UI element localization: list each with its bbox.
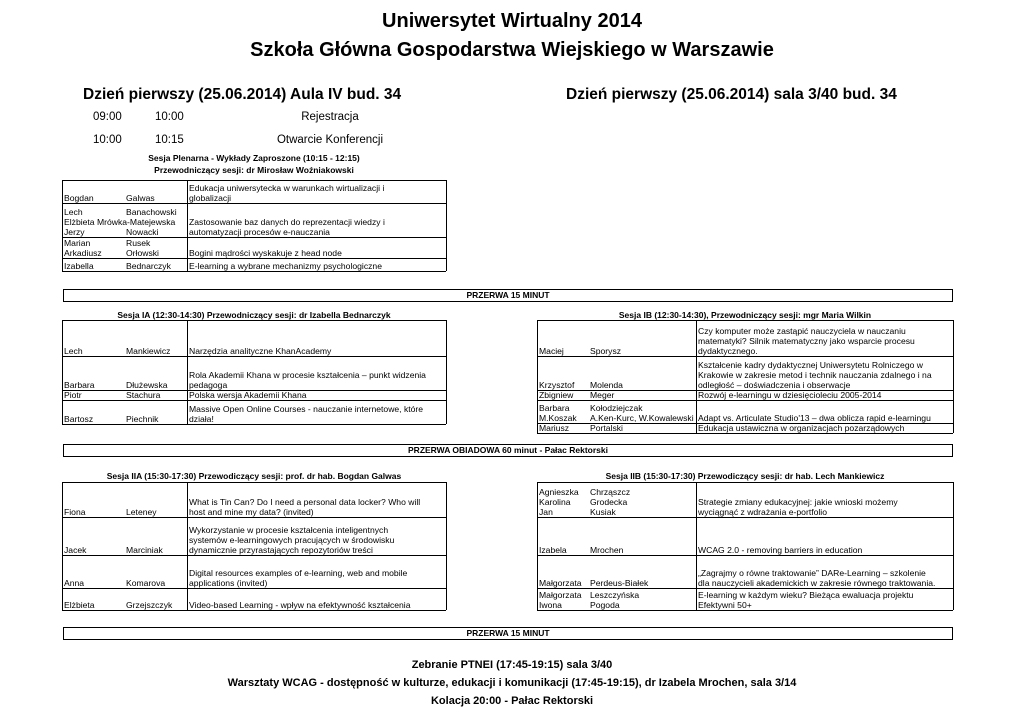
table-row-divider	[537, 610, 953, 611]
table-row-divider	[62, 203, 446, 204]
speaker-first-name: Jacek	[64, 545, 87, 555]
table-row-divider	[537, 356, 953, 357]
table-border	[953, 320, 954, 433]
speaker-last-name: Mrochen	[590, 545, 624, 555]
speaker-last-name: Kołodziejczak	[590, 403, 643, 413]
table-column-divider	[696, 320, 697, 433]
page-title: Uniwersytet Wirtualny 2014	[382, 10, 642, 32]
table-column-divider	[187, 482, 188, 610]
speaker-first-name: Karolina	[539, 497, 571, 507]
table-row-divider	[62, 400, 446, 401]
talk-title: odległość – doświadczenia i obserwacje	[698, 380, 851, 390]
talk-title: Czy komputer może zastąpić nauczyciela w nauczaniu	[698, 326, 906, 336]
table-border	[446, 482, 447, 610]
speaker-first-name: Mariusz	[539, 423, 570, 433]
speaker-last-name: Perdeus-Białek	[590, 578, 649, 588]
schedule-start: 09:00	[93, 111, 122, 123]
talk-title: dydaktycznego.	[698, 346, 758, 356]
talk-title: Bogini mądrości wyskakuje z head node	[189, 248, 342, 258]
speaker-first-name: Fiona	[64, 507, 86, 517]
speaker-first-name: Elżbieta	[64, 600, 95, 610]
talk-title: What is Tin Can? Do I need a personal data locker? Who will	[189, 497, 421, 507]
table-border	[537, 482, 538, 610]
table-row-divider	[537, 588, 953, 589]
speaker-first-name: Krzysztof	[539, 380, 575, 390]
lunch-break-bar: PRZERWA OBIADOWA 60 minut - Pałac Rektorski	[63, 444, 953, 457]
talk-title: pedagoga	[189, 380, 228, 390]
speaker-last-name: Nowacki	[126, 227, 159, 237]
table-border	[537, 320, 538, 433]
talk-title: dla nauczycieli akademickich w zakresie równego traktowania.	[698, 578, 936, 588]
session-iib-title: Sesja IIB (15:30-17:30) Przewodiczący sesji: dr hab. Lech Mankiewicz	[605, 471, 885, 481]
talk-title: działa!	[189, 414, 214, 424]
speaker-first-name: Jan	[539, 507, 553, 517]
session-iia-title: Sesja IIA (15:30-17:30) Przewodiczący sesji: prof. dr hab. Bogdan Galwas	[106, 471, 402, 481]
table-row-divider	[62, 258, 446, 259]
break-bar: PRZERWA 15 MINUT	[63, 289, 953, 302]
schedule-event: Otwarcie Konferencji	[276, 134, 384, 146]
table-border	[537, 482, 953, 483]
speaker-first-name: Małgorzata	[539, 590, 582, 600]
speaker-first-name: Jerzy	[64, 227, 85, 237]
table-border	[62, 180, 446, 181]
speaker-last-name: Banachowski	[126, 207, 177, 217]
speaker-first-name: M.Koszak	[539, 413, 577, 423]
table-row-divider	[537, 555, 953, 556]
talk-title: Edukacja uniwersytecka w warunkach wirtualizacji i	[189, 183, 385, 193]
table-border	[62, 482, 63, 610]
talk-title: E-learning w każdym wieku? Bieżąca ewaluacja projektu	[698, 590, 914, 600]
speaker-last-name: Galwas	[126, 193, 155, 203]
table-border	[62, 320, 63, 424]
speaker-last-name: Meger	[590, 390, 615, 400]
speaker-last-name: Sporysz	[590, 346, 622, 356]
table-border	[62, 320, 446, 321]
talk-title: Rola Akademii Khana w procesie kształcenia – punkt widzenia	[189, 370, 426, 380]
table-border	[537, 320, 953, 321]
speaker-first-name: Maciej	[539, 346, 564, 356]
talk-title: globalizacji	[189, 193, 232, 203]
speaker-first-name: Barbara	[539, 403, 570, 413]
speaker-last-name: Dłużewska	[126, 380, 168, 390]
speaker-first-name: Elżbieta Mrówka-Matejewska	[64, 217, 176, 227]
footer-meeting: Zebranie PTNEI (17:45-19:15) sala 3/40	[411, 659, 613, 671]
speaker-last-name: Portalski	[590, 423, 623, 433]
table-row-divider	[537, 433, 953, 434]
talk-title: „Zagrajmy o równe traktowanie” DARe-Learning – szkolenie	[698, 568, 926, 578]
speaker-first-name: Zbigniew	[539, 390, 574, 400]
break-bar: PRZERWA 15 MINUT	[63, 627, 953, 640]
speaker-last-name: Leszczyńska	[590, 590, 640, 600]
talk-title: applications (invited)	[189, 578, 268, 588]
table-row-divider	[62, 517, 446, 518]
speaker-last-name: Grzejszczyk	[126, 600, 173, 610]
speaker-last-name: Chrząszcz	[590, 487, 631, 497]
table-column-divider	[187, 320, 188, 424]
table-row-divider	[62, 555, 446, 556]
speaker-first-name: Anna	[64, 578, 85, 588]
table-border	[446, 320, 447, 424]
speaker-last-name: Mankiewicz	[126, 346, 171, 356]
table-column-divider	[696, 482, 697, 610]
session-ib-title: Sesja IB (12:30-14:30), Przewodniczący sesji: mgr Maria Wilkin	[618, 310, 872, 320]
speaker-last-name: Stachura	[126, 390, 161, 400]
talk-title: Massive Open Online Courses - nauczanie internetowe, które	[189, 404, 424, 414]
talk-title: automatyzacji procesów e-nauczania	[189, 227, 330, 237]
talk-title: Adapt vs. Articulate Studio'13 – dwa oblicza rapid e-learningu	[698, 413, 931, 423]
table-row-divider	[537, 400, 953, 401]
plenary-session-title: Sesja Plenarna - Wykłady Zaproszone (10:15 - 12:15)	[148, 153, 360, 163]
right-day-heading: Dzień pierwszy (25.06.2014) sala 3/40 bud. 34	[566, 86, 897, 103]
talk-title: Video-based Learning - wpływ na efektywność kształcenia	[189, 600, 411, 610]
speaker-last-name: Komarova	[126, 578, 166, 588]
table-border	[446, 180, 447, 271]
speaker-first-name: Barbara	[64, 380, 95, 390]
speaker-first-name: Lech	[64, 207, 83, 217]
speaker-last-name: Orłowski	[126, 248, 159, 258]
speaker-last-name: Molenda	[590, 380, 623, 390]
talk-title: Krakowie w zakresie metod i technik nauczania zdalnego i na	[698, 370, 932, 380]
talk-title: Efektywni 50+	[698, 600, 752, 610]
talk-title: Edukacja ustawiczna w organizacjach pozarządowych	[698, 423, 905, 433]
talk-title: Wykorzystanie w procesie kształcenia inteligentnych	[189, 525, 389, 535]
page-subtitle: Szkoła Główna Gospodarstwa Wiejskiego w Warszawie	[250, 39, 774, 61]
speaker-first-name: Izabella	[64, 261, 94, 271]
speaker-first-name: Marian	[64, 238, 91, 248]
talk-title: Rozwój e-learningu w dziesięcioleciu 2005-2014	[698, 390, 882, 400]
table-row-divider	[62, 424, 446, 425]
table-row-divider	[62, 610, 446, 611]
talk-title: matematyki? Silnik matematyczny jako wsparcie procesu	[698, 336, 915, 346]
table-border	[62, 482, 446, 483]
talk-title: Polska wersja Akademii Khana	[189, 390, 307, 400]
schedule-end: 10:15	[155, 134, 184, 146]
talk-title: wyciągnąć z wdrażania e-portfolio	[698, 507, 827, 517]
speaker-first-name: Piotr	[64, 390, 82, 400]
talk-title: Kształcenie kadry dydaktycznej Uniwersytetu Rolniczego w	[698, 360, 923, 370]
schedule-start: 10:00	[93, 134, 122, 146]
session-ia-title: Sesja IA (12:30-14:30) Przewodniczący sesji: dr Izabella Bednarczyk	[117, 310, 391, 320]
plenary-session-chair: Przewodniczący sesji: dr Mirosław Woźniakowski	[154, 165, 354, 175]
speaker-first-name: Bogdan	[64, 193, 94, 203]
speaker-first-name: Lech	[64, 346, 83, 356]
speaker-last-name: Rusek	[126, 238, 151, 248]
talk-title: Zastosowanie baz danych do reprezentacji wiedzy i	[189, 217, 385, 227]
speaker-last-name: Pogoda	[590, 600, 620, 610]
talk-title: Strategie zmiany edukacyjnej: jakie wnioski możemy	[698, 497, 898, 507]
footer-workshop: Warsztaty WCAG - dostępność w kulturze, edukacji i komunikacji (17:45-19:15), dr Izabela Mrochen, sala 3/14	[227, 677, 797, 689]
talk-title: Narzędzia analityczne KhanAcademy	[189, 346, 332, 356]
table-row-divider	[62, 356, 446, 357]
speaker-last-name: Bednarczyk	[126, 261, 171, 271]
speaker-last-name: A.Ken-Kurc, W.Kowalewski	[590, 413, 694, 423]
talk-title: E-learning a wybrane mechanizmy psychologiczne	[189, 261, 382, 271]
talk-title: host and mine my data? (invited)	[189, 507, 314, 517]
talk-title: WCAG 2.0 - removing barriers in education	[698, 545, 863, 555]
table-row-divider	[537, 517, 953, 518]
speaker-last-name: Grodecka	[590, 497, 628, 507]
speaker-last-name: Kusiak	[590, 507, 616, 517]
left-day-heading: Dzień pierwszy (25.06.2014) Aula IV bud. 34	[83, 86, 402, 103]
speaker-first-name: Bartosz	[64, 414, 94, 424]
schedule-event: Rejestracja	[301, 111, 359, 123]
schedule-end: 10:00	[155, 111, 184, 123]
table-border	[953, 482, 954, 610]
footer-dinner: Kolacja 20:00 - Pałac Rektorski	[430, 695, 594, 707]
speaker-first-name: Arkadiusz	[64, 248, 102, 258]
speaker-first-name: Izabela	[539, 545, 567, 555]
table-row-divider	[62, 588, 446, 589]
talk-title: systemów e-learningowych pracujących w środowisku	[189, 535, 395, 545]
speaker-first-name: Agnieszka	[539, 487, 579, 497]
table-row-divider	[62, 271, 446, 272]
speaker-last-name: Marciniak	[126, 545, 163, 555]
speaker-first-name: Iwona	[539, 600, 562, 610]
speaker-last-name: Leteney	[126, 507, 157, 517]
talk-title: Digital resources examples of e-learning, web and mobile	[189, 568, 408, 578]
speaker-first-name: Małgorzata	[539, 578, 582, 588]
talk-title: dynamicznie przyrastających repozytoriów treści	[189, 545, 373, 555]
speaker-last-name: Piechnik	[126, 414, 159, 424]
